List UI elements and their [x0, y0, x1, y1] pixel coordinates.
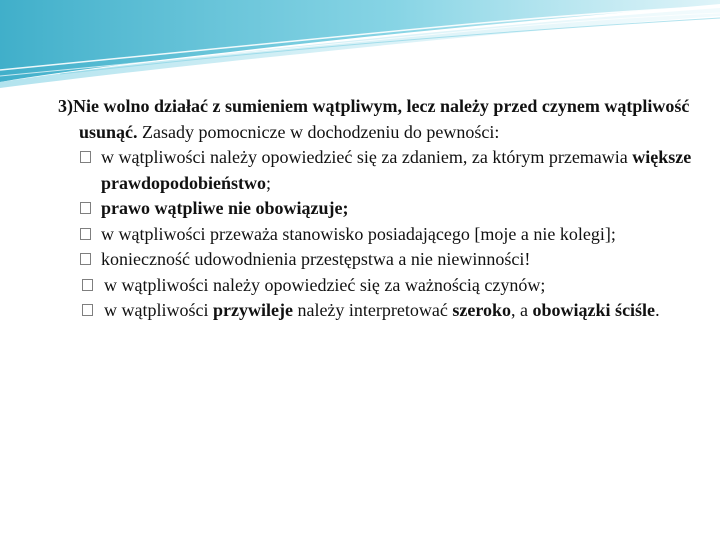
bullet-bold-text: szeroko — [452, 300, 512, 320]
bullet-bold-text: większe prawdopodobieństwo — [101, 147, 692, 193]
bullet-text: w wątpliwości — [104, 300, 213, 320]
square-bullet-icon — [80, 253, 91, 265]
list-item — [80, 298, 698, 324]
bullet-bold-text: prawo wątpliwe nie obowiązuje; — [101, 198, 349, 218]
square-bullet-icon — [80, 202, 91, 214]
bullet-text: należy interpretować — [292, 300, 453, 320]
list-item — [80, 247, 698, 273]
square-bullet-icon — [80, 151, 91, 163]
heading-rest-text: Zasady pomocnicze w dochodzeniu do pewności: — [137, 121, 500, 142]
bullet-bold-text: obowiązki ściśle — [532, 300, 656, 320]
square-bullet-icon — [82, 279, 93, 291]
slide-body — [58, 94, 698, 324]
list-item — [80, 273, 698, 299]
bullet-text: konieczność udowodnienia przestępstwa a nie niewinności! — [101, 249, 531, 269]
heading-number: 3) — [58, 96, 73, 116]
bullet-text: w wątpliwości przeważa stanowisko posiadającego [moje a nie kolegi]; — [101, 223, 616, 244]
bullet-bold-text: przywileje — [212, 300, 293, 320]
slide-heading — [58, 94, 698, 145]
bullet-text: ; — [266, 172, 272, 193]
list-item — [80, 196, 698, 222]
list-item — [80, 222, 698, 248]
list-item — [80, 145, 698, 196]
header-wave-decoration — [0, 0, 720, 90]
square-bullet-icon — [82, 304, 93, 316]
bullet-text: . — [655, 300, 660, 320]
heading-bold-text: Nie wolno działać z sumieniem wątpliwym, lecz należy przed czynem wątpliwość usunąć. — [73, 96, 690, 142]
bullet-text: w wątpliwości należy opowiedzieć się za ważnością czynów; — [104, 274, 546, 295]
square-bullet-icon — [80, 228, 91, 240]
bullet-text: w wątpliwości należy opowiedzieć się za zdaniem, za którym przemawia — [101, 147, 633, 167]
bullet-list — [58, 145, 698, 324]
bullet-text: , a — [511, 300, 533, 320]
